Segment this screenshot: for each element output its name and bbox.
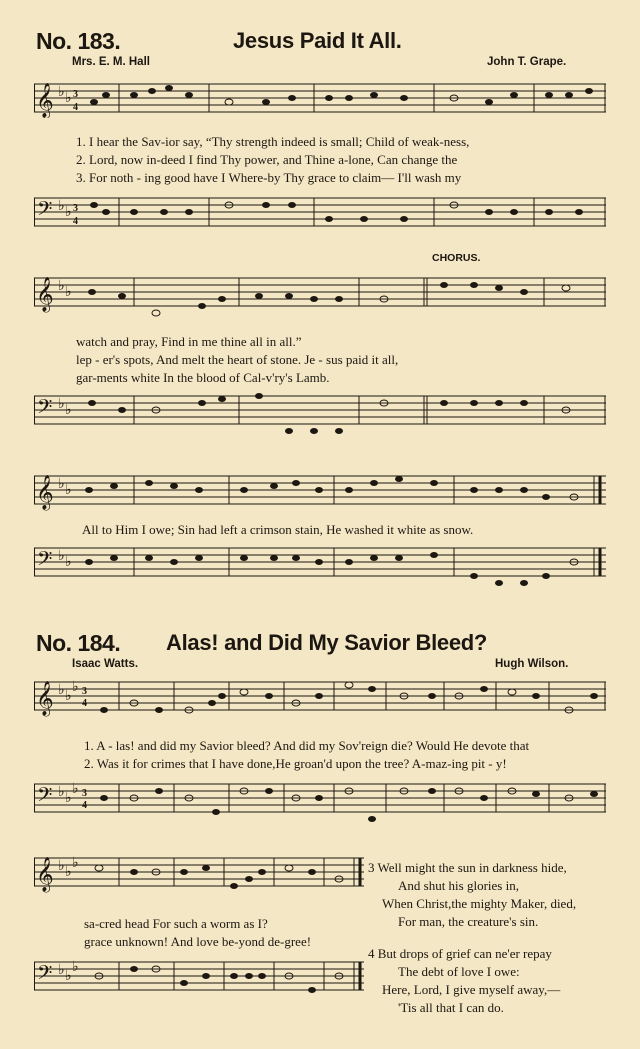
svg-text:♭: ♭ bbox=[65, 403, 72, 418]
stanza-3-line-2: And shut his glories in, bbox=[398, 878, 519, 893]
svg-text:♭: ♭ bbox=[65, 285, 72, 300]
hymn-184-system-1-bass-staff bbox=[34, 774, 606, 834]
svg-text:♭: ♭ bbox=[58, 397, 65, 412]
svg-text:♭: ♭ bbox=[58, 859, 65, 874]
svg-text:𝄢: 𝄢 bbox=[37, 199, 53, 225]
hymn-183-number: No. 183. bbox=[36, 28, 121, 54]
svg-text:♭: ♭ bbox=[65, 689, 72, 704]
svg-text:♭: ♭ bbox=[65, 483, 72, 498]
svg-text:𝄞: 𝄞 bbox=[36, 278, 54, 311]
hymn-184-composer: Hugh Wilson. bbox=[495, 658, 569, 670]
svg-text:♭: ♭ bbox=[72, 856, 79, 871]
hymn-183-system-3-treble-staff bbox=[34, 466, 606, 520]
svg-text:4: 4 bbox=[73, 102, 78, 113]
hymn-184-system-2-verse-2: grace unknown! And love be-yond de-gree! bbox=[84, 934, 312, 949]
svg-text:♭: ♭ bbox=[65, 555, 72, 570]
hymn-184-system-1-verse-1: 1. A - las! and did my Savior bleed? And did my Sov'reign die? Would He devote that bbox=[84, 738, 530, 753]
svg-text:♭: ♭ bbox=[58, 549, 65, 564]
hymn-183-chorus-label: CHORUS. bbox=[432, 252, 481, 264]
svg-text:𝄢: 𝄢 bbox=[37, 785, 53, 811]
svg-text:4: 4 bbox=[82, 800, 87, 811]
svg-text:♭: ♭ bbox=[65, 865, 72, 880]
svg-text:♭: ♭ bbox=[58, 279, 65, 294]
svg-text:♭: ♭ bbox=[72, 782, 79, 797]
svg-text:♭: ♭ bbox=[58, 963, 65, 978]
svg-text:4: 4 bbox=[82, 698, 87, 709]
svg-text:♭: ♭ bbox=[58, 477, 65, 492]
svg-text:3: 3 bbox=[82, 788, 87, 799]
hymn-183-refrain-lyrics: All to Him I owe; Sin had left a crimson stain, He washed it white as snow. bbox=[82, 522, 474, 537]
hymn-184-system-1-treble-staff bbox=[34, 672, 606, 732]
svg-text:♭: ♭ bbox=[65, 791, 72, 806]
hymn-183-system-3-bass-staff bbox=[34, 538, 606, 598]
stanza-3-line-1: 3 Well might the sun in darkness hide, bbox=[368, 860, 567, 875]
stanza-3-line-4: For man, the creature's sin. bbox=[398, 914, 539, 929]
hymn-183-system-1-verse-3: 3. For noth - ing good have I Where-by Thy grace to claim— I'll wash my bbox=[76, 170, 462, 185]
hymn-183-composer: John T. Grape. bbox=[487, 56, 567, 68]
svg-text:♭: ♭ bbox=[65, 91, 72, 106]
svg-text:𝄞: 𝄞 bbox=[36, 476, 54, 509]
hymn-183-author: Mrs. E. M. Hall bbox=[72, 56, 150, 68]
hymn-183-system-2-verse-2: lep - er's spots, And melt the heart of stone. Je - sus paid it all, bbox=[76, 352, 399, 367]
svg-text:♭: ♭ bbox=[58, 199, 65, 214]
stanza-4-line-2: The debt of love I owe: bbox=[398, 964, 520, 979]
hymn-183-title: Jesus Paid It All. bbox=[233, 28, 402, 53]
hymn-183-system-2-bass-staff bbox=[34, 386, 606, 440]
hymn-184-system-2-treble-staff bbox=[34, 848, 364, 908]
hymn-183-system-2-treble-staff bbox=[34, 268, 606, 322]
hymn-184-number: No. 184. bbox=[36, 630, 121, 656]
svg-text:𝄞: 𝄞 bbox=[36, 858, 54, 891]
svg-text:𝄢: 𝄢 bbox=[37, 397, 53, 423]
hymn-183-system-1-treble-staff bbox=[34, 78, 606, 118]
svg-text:3: 3 bbox=[73, 89, 78, 100]
svg-text:♭: ♭ bbox=[65, 205, 72, 220]
svg-text:♭: ♭ bbox=[58, 85, 65, 100]
svg-text:𝄢: 𝄢 bbox=[37, 963, 53, 989]
svg-text:3: 3 bbox=[82, 686, 87, 697]
stanza-4-line-3: Here, Lord, I give myself away,— bbox=[382, 982, 561, 997]
hymn-184-author: Isaac Watts. bbox=[72, 658, 139, 670]
svg-text:♭: ♭ bbox=[72, 960, 79, 975]
hymn-184-title: Alas! and Did My Savior Bleed? bbox=[166, 630, 488, 655]
svg-text:𝄞: 𝄞 bbox=[36, 84, 54, 117]
hymn-184-system-2-bass-staff bbox=[34, 952, 364, 1012]
stanza-3-line-3: When Christ,the mighty Maker, died, bbox=[382, 896, 577, 911]
svg-text:♭: ♭ bbox=[72, 680, 79, 695]
hymn-183-system-2-verse-3: gar-ments white In the blood of Cal-v'ry's Lamb. bbox=[76, 370, 330, 385]
hymn-183-system-1-bass-staff bbox=[34, 192, 606, 232]
svg-text:𝄢: 𝄢 bbox=[37, 549, 53, 575]
hymn-183-system-1-verse-2: 2. Lord, now in-deed I find Thy power, and Thine a-lone, Can change the bbox=[76, 152, 458, 167]
hymn-184-system-2-verse-1: sa-cred head For such a worm as I? bbox=[84, 916, 268, 931]
svg-text:𝄞: 𝄞 bbox=[36, 682, 54, 715]
hymn-184-system-1-verse-2: 2. Was it for crimes that I have done,He groan'd upon the tree? A-maz-ing pit - y! bbox=[84, 756, 507, 771]
svg-text:3: 3 bbox=[73, 203, 78, 214]
svg-text:♭: ♭ bbox=[65, 969, 72, 984]
svg-text:♭: ♭ bbox=[58, 683, 65, 698]
svg-text:4: 4 bbox=[73, 216, 78, 227]
stanza-4-line-1: 4 But drops of grief can ne'er repay bbox=[368, 946, 552, 961]
svg-text:♭: ♭ bbox=[58, 785, 65, 800]
hymn-183-system-1-verse-1: 1. I hear the Sav-ior say, “Thy strength indeed is small; Child of weak-ness, bbox=[76, 134, 470, 149]
hymn-183-system-2-verse-1: watch and pray, Find in me thine all in all.” bbox=[76, 334, 302, 349]
stanza-4-line-4: 'Tis all that I can do. bbox=[398, 1000, 504, 1015]
